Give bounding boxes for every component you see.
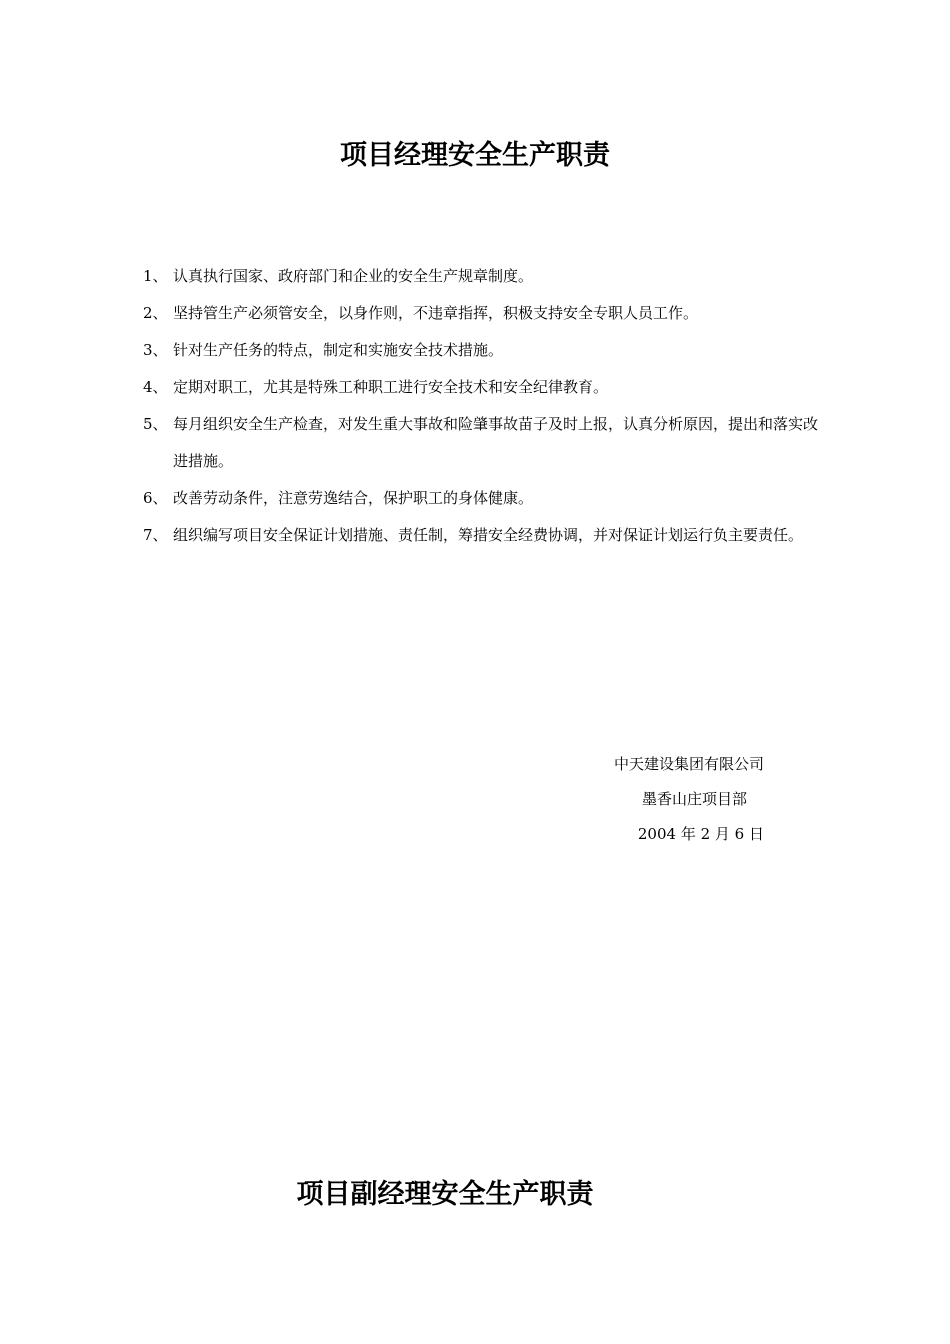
list-item-text: 坚持管生产必须管安全，以身作则，不违章指挥，积极支持安全专职人员工作。 — [173, 304, 699, 322]
list-item — [143, 480, 823, 517]
list-item-number: 7、 — [143, 526, 168, 544]
list-item — [143, 295, 823, 332]
list-item — [143, 517, 823, 554]
signature-company: 中天建设集团有限公司 — [613, 755, 764, 773]
list-item-number: 4、 — [143, 378, 168, 396]
list-item-number: 2、 — [143, 304, 168, 322]
list-item-number: 3、 — [143, 341, 168, 359]
signature-date: 2004 年 2 月 6 日 — [637, 825, 764, 843]
signature-department: 墨香山庄项目部 — [641, 790, 747, 808]
list-item-number: 5、 — [143, 415, 168, 433]
page-title: 项目经理安全生产职责 — [340, 140, 610, 171]
section-title: 项目副经理安全生产职责 — [296, 1179, 594, 1210]
list-item — [143, 332, 823, 369]
list-item — [143, 369, 823, 406]
list-item-number: 6、 — [143, 489, 168, 507]
list-item-text: 定期对职工，尤其是特殊工种职工进行安全技术和安全纪律教育。 — [173, 378, 609, 396]
signature-block — [560, 747, 764, 852]
list-item-number: 1、 — [143, 267, 168, 285]
list-item-text: 针对生产任务的特点，制定和实施安全技术措施。 — [173, 341, 504, 359]
duty-list — [143, 258, 823, 554]
list-item — [143, 406, 823, 480]
list-item-text: 组织编写项目安全保证计划措施、责任制，筹措安全经费协调，并对保证计划运行负主要责任。 — [173, 526, 804, 544]
list-item-text: 改善劳动条件，注意劳逸结合，保护职工的身体健康。 — [173, 489, 534, 507]
list-item — [143, 258, 823, 295]
list-item-text: 认真执行国家、政府部门和企业的安全生产规章制度。 — [173, 267, 534, 285]
list-item-text: 每月组织安全生产检查，对发生重大事故和险肇事故苗子及时上报，认真分析原因，提出和落实改进措施。 — [173, 415, 819, 470]
